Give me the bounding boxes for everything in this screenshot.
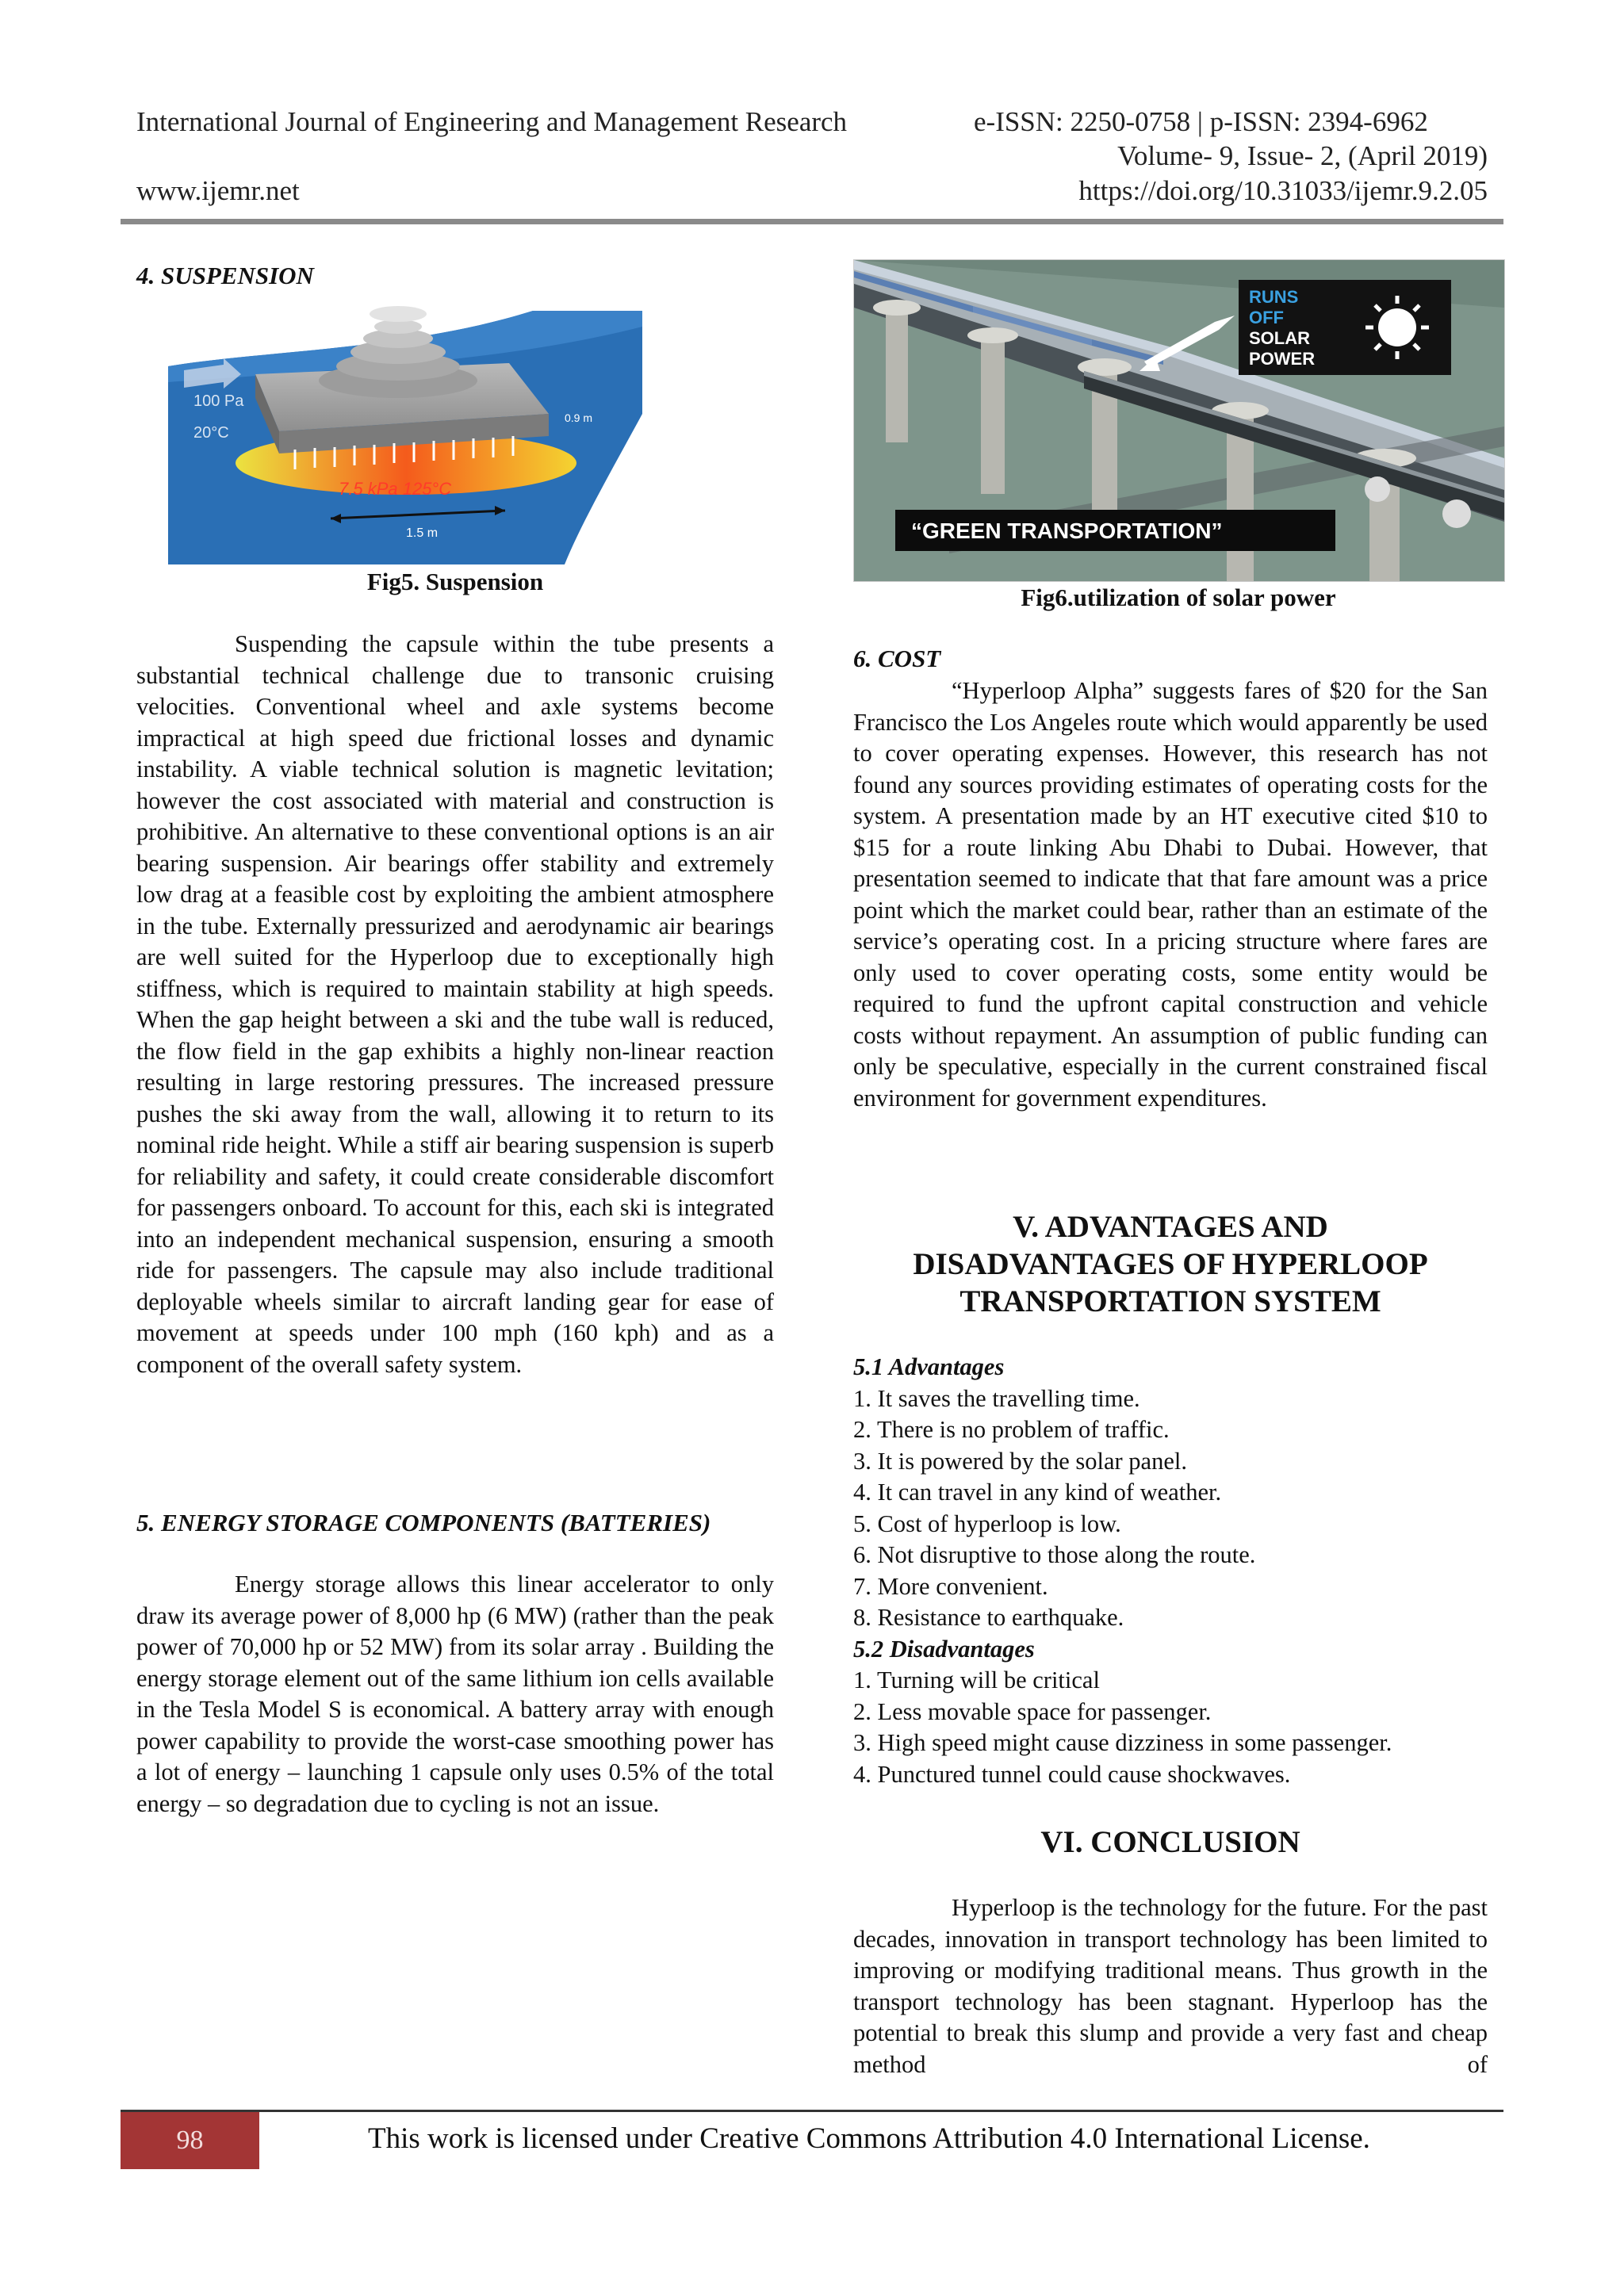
heading-v-line-1: V. ADVANTAGES AND bbox=[1013, 1210, 1328, 1244]
section-6-title: 6. COST bbox=[853, 645, 941, 672]
list-item: 3. High speed might cause dizziness in some passenger. bbox=[853, 1729, 1392, 1756]
list-item: 4. Punctured tunnel could cause shockwaves. bbox=[853, 1760, 1291, 1788]
list-item: 2. There is no problem of traffic. bbox=[853, 1416, 1170, 1443]
fig5-hot-label: 7.5 kPa 125°C bbox=[339, 479, 452, 499]
fig6-solar-image bbox=[853, 259, 1505, 582]
cost-paragraph: “Hyperloop Alpha” suggests fares of $20 for the San Francisco the Los Angeles route which would apparently be used to cover operating expenses. However, this research has not found any sources providing estimates of operating costs for the system. A presentation made by an HT executive cited $10 to $15 for a route linking Abu Dhabi to Dubai. However, that presentation seemed to indicate that that fare amount was a price point which the market could bear, rather than an estimate of the service’s operating cost. In a pricing structure where fares are only used to cover operating costs, some entity would be required to fund the upfront capital construction and vehicle costs without repayment. An assumption of public funding can only be speculative, especially in the current constrained fiscal environment for government expenditures. bbox=[853, 677, 1488, 1112]
list-item: 1. Turning will be critical bbox=[853, 1667, 1100, 1693]
footer-rule bbox=[121, 2110, 1503, 2112]
list-item: 1. It saves the travelling time. bbox=[853, 1384, 1140, 1412]
section-5-title-text: 5. ENERGY STORAGE COMPONENTS (BATTERIES) bbox=[136, 1509, 711, 1536]
doi-link[interactable]: https://doi.org/10.31033/ijemr.9.2.05 bbox=[1078, 175, 1488, 206]
fig5-temp-label: 20°C bbox=[193, 424, 229, 442]
fig6-caption: Fig6.utilization of solar power bbox=[1021, 584, 1336, 611]
fig5-length-label: 1.5 m bbox=[406, 526, 439, 540]
fig5-height-label: 0.9 m bbox=[565, 411, 593, 424]
fig5-suspension-image bbox=[168, 295, 642, 564]
fig5-caption: Fig5. Suspension bbox=[366, 568, 544, 595]
fig5-pressure-label: 100 Pa bbox=[193, 392, 244, 410]
advantages-list bbox=[853, 1352, 1503, 1790]
list-item: 4. It can travel in any kind of weather. bbox=[853, 1479, 1222, 1506]
section-5-title bbox=[136, 1507, 774, 1539]
conclusion-paragraph: Hyperloop is the technology for the future. For the past decades, innovation in transport technology has been limited to improving or modifying traditional means. Thus growth in the transport technology has been stagnant. Hyperloop has the potential to break this slump and provide a very fast and cheap method of bbox=[853, 1894, 1488, 2078]
heading-v-line-3: TRANSPORTATION SYSTEM bbox=[959, 1284, 1381, 1318]
energy-paragraph: Energy storage allows this linear accelerator to only draw its average power of 8,000 hp (6 MW) (rather than the peak power of 70,000 hp or 52 MW) from its solar array . Building the energy storage element out of the same lithium ion cells available in the Tesla Model S is economical. A battery array with enough power capability to provide the worst-case smoothing power has a lot of energy – launching 1 capsule only uses 0.5% of the total energy – so degradation due to cycling is not an issue. bbox=[136, 1571, 774, 1817]
conclusion-body bbox=[853, 1892, 1488, 2080]
fig6-banner: “GREEN TRANSPORTATION” bbox=[911, 519, 1223, 543]
license-text: This work is licensed under Creative Commons Attribution 4.0 International License. bbox=[368, 2122, 1370, 2155]
volume-issue: Volume- 9, Issue- 2, (April 2019) bbox=[1117, 140, 1488, 171]
heading-v bbox=[853, 1208, 1488, 1320]
list-item: 6. Not disruptive to those along the route. bbox=[853, 1541, 1256, 1568]
heading-vi: VI. CONCLUSION bbox=[1040, 1825, 1300, 1859]
section-4-title: 4. SUSPENSION bbox=[136, 262, 314, 289]
website-link[interactable]: www.ijemr.net bbox=[136, 175, 300, 206]
fig6-badge-line-2: OFF bbox=[1249, 308, 1284, 327]
list-item: 7. More convenient. bbox=[853, 1572, 1048, 1600]
list-item: 5. Cost of hyperloop is low. bbox=[853, 1510, 1121, 1537]
fig6-badge-line-1: RUNS bbox=[1249, 287, 1299, 307]
page-number: 98 bbox=[121, 2112, 259, 2169]
fig6-badge-line-4: POWER bbox=[1249, 349, 1316, 369]
list-item: 8. Resistance to earthquake. bbox=[853, 1604, 1124, 1631]
journal-title: International Journal of Engineering and Management Research bbox=[136, 106, 848, 137]
fig6-badge-line-3: SOLAR bbox=[1249, 328, 1310, 348]
issn: e-ISSN: 2250-0758 | p-ISSN: 2394-6962 bbox=[974, 106, 1428, 137]
heading-v-line-2: DISADVANTAGES OF HYPERLOOP bbox=[913, 1247, 1428, 1281]
suspension-paragraph: Suspending the capsule within the tube presents a substantial technical challenge due to transonic cruising velocities. Conventional wheel and axle systems become impractical at high speed due frictional losses and dynamic instability. A viable technical solution is magnetic levitation; however the cost associated with material and construction is prohibitive. An alternative to these conventional options is an air bearing suspension. Air bearings offer stability and extremely low drag at a feasible cost by exploiting the ambient atmosphere in the tube. Externally pressurized and aerodynamic air bearings are well suited for the Hyperloop due to exceptionally high stiffness, which is required to maintain stability at high speeds. When the gap height between a ski and the tube wall is reduced, the flow field in the gap exhibits a highly non-linear reaction resulting in large restoring pressures. The increased pressure pushes the ski away from the wall, allowing it to return to its nominal ride height. While a stiff air bearing suspension is superb for reliability and safety, it could create considerable discomfort for passengers onboard. To account for this, each ski is integrated into an independent mechanical suspension, ensuring a smooth ride for passengers. The capsule may also include traditional deployable wheels similar to aircraft landing gear for ease of movement at speeds under 100 mph (160 kph) and as a component of the overall safety system. bbox=[136, 630, 774, 1378]
suspension-body bbox=[136, 629, 774, 1380]
cost-body bbox=[853, 675, 1488, 1114]
header-rule bbox=[121, 219, 1503, 224]
disadvantages-title: 5.2 Disadvantages bbox=[853, 1635, 1035, 1663]
list-item: 3. It is powered by the solar panel. bbox=[853, 1447, 1187, 1475]
energy-body bbox=[136, 1569, 774, 1820]
advantages-title: 5.1 Advantages bbox=[853, 1353, 1005, 1380]
list-item: 2. Less movable space for passenger. bbox=[853, 1697, 1212, 1725]
